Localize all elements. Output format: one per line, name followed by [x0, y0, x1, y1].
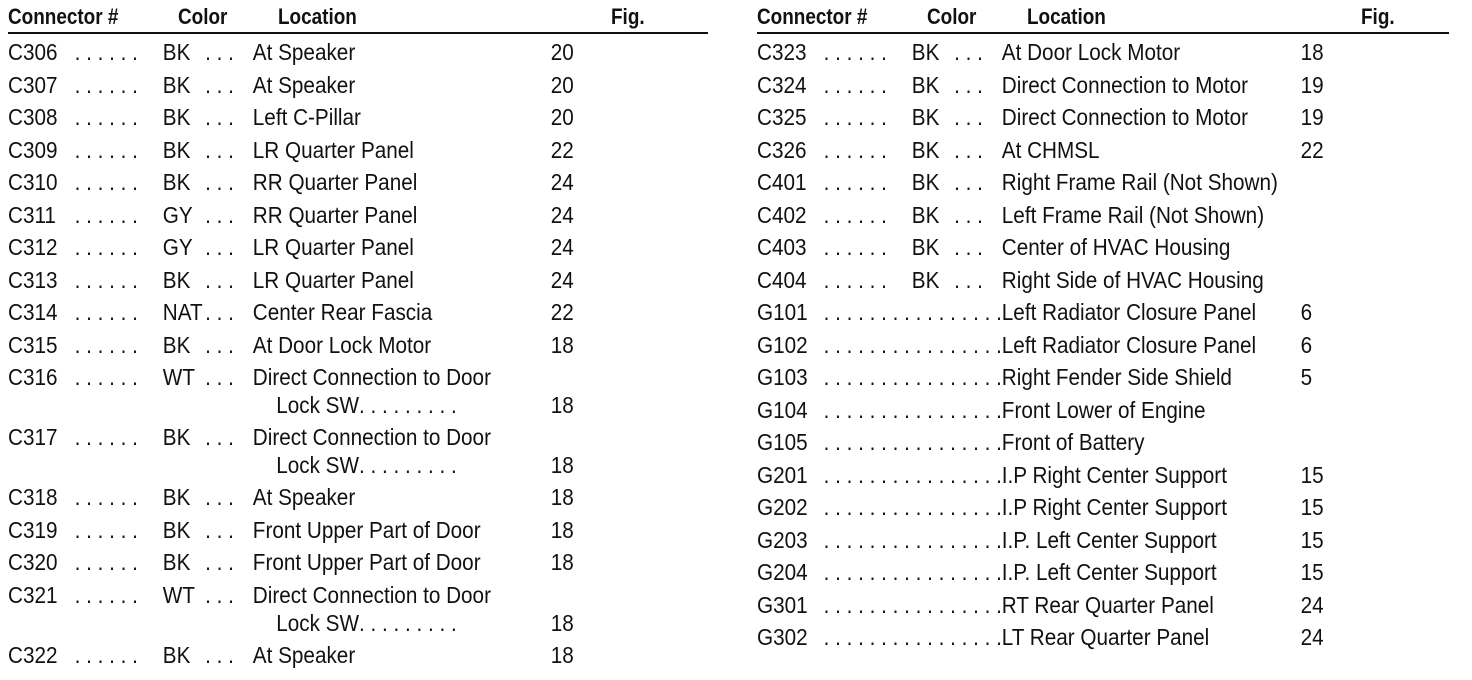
leader-dots: . . . . . .	[823, 136, 887, 163]
table-row	[757, 554, 1380, 587]
leader-dots: . . .	[205, 424, 234, 450]
connector-location: Left C-Pillar	[252, 104, 361, 130]
table-row	[8, 419, 638, 479]
connector-fig: 22	[1300, 136, 1324, 163]
connector-id: C319	[8, 516, 58, 543]
leader-dots: . . . . . .	[823, 201, 887, 228]
connector-id: C404	[757, 266, 807, 293]
leader-dots: . . . . . .	[74, 641, 138, 668]
connector-color: NAT	[162, 299, 203, 325]
connector-fig: 20	[550, 104, 574, 130]
connector-id: C323	[757, 39, 807, 65]
connector-location: Direct Connection to Door	[252, 364, 491, 390]
connector-id: C401	[757, 169, 807, 195]
connector-color: BK	[911, 266, 940, 293]
connector-color: BK	[911, 39, 940, 65]
table-row	[757, 522, 1380, 555]
leader-dots: . . .	[954, 201, 983, 228]
connector-location: Right Frame Rail (Not Shown)	[1001, 169, 1278, 195]
leader-dots: . . .	[205, 484, 234, 510]
connector-id: C326	[757, 136, 807, 163]
leader-dots: . . . . . .	[74, 549, 138, 575]
table-row	[8, 544, 638, 577]
table-row	[8, 577, 638, 637]
leader-dots: . . . . . . . . . . . . . . . .	[823, 591, 1002, 618]
table-row	[757, 132, 1380, 165]
leader-dots: . . . . . .	[74, 169, 138, 195]
connector-location: LR Quarter Panel	[252, 266, 414, 293]
leader-dots: . . .	[205, 71, 234, 98]
connector-id: G104	[757, 396, 808, 423]
connector-fig: 19	[1300, 104, 1324, 130]
connector-fig: 18	[550, 516, 574, 543]
table-row	[757, 424, 1380, 457]
connector-id: G202	[757, 494, 808, 520]
connector-location: Right Fender Side Shield	[1001, 364, 1232, 390]
connector-color: BK	[911, 169, 940, 195]
connector-color: BK	[911, 136, 940, 163]
leader-dots: . . . . . .	[74, 71, 138, 98]
connector-location: RT Rear Quarter Panel	[1001, 591, 1214, 618]
connector-id: C321	[8, 581, 58, 608]
connector-color: BK	[162, 516, 191, 543]
connector-color: BK	[911, 234, 940, 260]
connector-id: C317	[8, 424, 58, 450]
connector-id: C313	[8, 266, 58, 293]
connector-location: Left Radiator Closure Panel	[1001, 299, 1257, 325]
connector-location: Direct Connection to Door	[252, 424, 491, 450]
header-color: Color	[927, 4, 977, 29]
table-row	[757, 619, 1380, 652]
table-row	[8, 132, 638, 165]
left-table-header	[8, 0, 708, 34]
leader-dots: . . . . . .	[823, 71, 887, 98]
connector-id: C318	[8, 484, 58, 510]
header-location: Location	[1027, 4, 1106, 29]
connector-location-cont: Lock SW	[276, 392, 360, 418]
connector-location: At Speaker	[252, 39, 356, 65]
table-row	[8, 197, 638, 230]
leader-dots: . . . . . .	[74, 516, 138, 543]
connector-color: BK	[911, 104, 940, 130]
table-row	[8, 229, 638, 262]
connector-id: C402	[757, 201, 807, 228]
leader-dots: . . .	[954, 234, 983, 260]
leader-dots: . . . . . . . . . . . . . . . .	[823, 494, 1002, 520]
left-table-body	[8, 34, 708, 669]
leader-dots: . . .	[205, 104, 234, 130]
connector-location: Front Upper Part of Door	[252, 516, 481, 543]
leader-dots: . . . . . .	[74, 484, 138, 510]
connector-location: I.P Right Center Support	[1001, 461, 1227, 488]
connector-location: I.P Right Center Support	[1001, 494, 1227, 520]
leader-dots: . . .	[954, 266, 983, 293]
table-row	[757, 392, 1380, 425]
connector-color: BK	[162, 549, 191, 575]
connector-fig: 15	[1300, 494, 1324, 520]
connector-color: BK	[162, 169, 191, 195]
leader-dots: . . . . . .	[823, 104, 887, 130]
leader-dots: . . . . . . . . .	[359, 392, 457, 418]
table-row	[757, 164, 1380, 197]
connector-id: C315	[8, 331, 58, 358]
connector-id: G204	[757, 559, 808, 585]
connector-id: G103	[757, 364, 808, 390]
leader-dots: . . . . . . . . . . . . . . . .	[823, 624, 1002, 650]
table-row	[8, 99, 638, 132]
leader-dots: . . . . . .	[74, 364, 138, 390]
leader-dots: . . .	[205, 641, 234, 668]
connector-location: At CHMSL	[1001, 136, 1100, 163]
leader-dots: . . . . . .	[74, 331, 138, 358]
leader-dots: . . . . . . . . .	[359, 452, 457, 478]
connector-fig: 6	[1300, 299, 1313, 325]
leader-dots: . . . . . . . . . . . . . . . .	[823, 364, 1002, 390]
leader-dots: . . . . . .	[74, 201, 138, 228]
connector-id: C306	[8, 39, 58, 65]
table-row	[757, 327, 1380, 360]
connector-fig: 24	[550, 169, 574, 195]
leader-dots: . . . . . .	[74, 136, 138, 163]
connector-fig: 24	[1300, 624, 1324, 650]
connector-location: RR Quarter Panel	[252, 169, 418, 195]
leader-dots: . . . . . . . . .	[359, 609, 457, 636]
connector-location: Front Upper Part of Door	[252, 549, 481, 575]
right-table-header	[757, 0, 1449, 34]
header-fig: Fig.	[611, 4, 645, 29]
connector-id: C316	[8, 364, 58, 390]
connector-fig: 19	[1300, 71, 1324, 98]
connector-id: G301	[757, 591, 808, 618]
leader-dots: . . .	[954, 104, 983, 130]
leader-dots: . . . . . .	[74, 424, 138, 450]
leader-dots: . . .	[205, 201, 234, 228]
connector-color: BK	[162, 71, 191, 98]
header-connector: Connector #	[8, 4, 119, 29]
connector-id: C325	[757, 104, 807, 130]
connector-color: BK	[162, 641, 191, 668]
leader-dots: . . . . . .	[74, 234, 138, 260]
table-row	[8, 512, 638, 545]
connector-color: BK	[162, 104, 191, 130]
leader-dots: . . .	[954, 136, 983, 163]
connector-fig: 22	[550, 136, 574, 163]
connector-location: Right Side of HVAC Housing	[1001, 266, 1264, 293]
leader-dots: . . . . . .	[74, 299, 138, 325]
connector-fig: 18	[550, 609, 574, 636]
connector-color: BK	[162, 39, 191, 65]
table-row	[8, 164, 638, 197]
leader-dots: . . . . . . . . . . . . . . . .	[823, 526, 1002, 553]
connector-id: C314	[8, 299, 58, 325]
connector-color: GY	[162, 201, 193, 228]
connector-fig: 18	[550, 452, 574, 478]
connector-location: Left Frame Rail (Not Shown)	[1001, 201, 1265, 228]
connector-location: I.P. Left Center Support	[1001, 559, 1217, 585]
connector-location: Center of HVAC Housing	[1001, 234, 1231, 260]
connector-fig: 24	[550, 234, 574, 260]
connector-id: G302	[757, 624, 808, 650]
header-connector: Connector #	[757, 4, 868, 29]
connector-location: I.P. Left Center Support	[1001, 526, 1217, 553]
table-row	[757, 294, 1380, 327]
header-fig: Fig.	[1361, 4, 1395, 29]
connector-color: BK	[162, 484, 191, 510]
connector-id: G105	[757, 429, 808, 455]
table-row	[8, 637, 638, 670]
connector-fig: 18	[550, 392, 574, 418]
leader-dots: . . . . . . . . . . . . . . . .	[823, 331, 1002, 358]
header-location: Location	[278, 4, 357, 29]
connector-color: BK	[162, 331, 191, 358]
connector-fig: 15	[1300, 461, 1324, 488]
connector-color: GY	[162, 234, 193, 260]
connector-color: BK	[162, 136, 191, 163]
connector-fig: 22	[550, 299, 574, 325]
connector-id: C310	[8, 169, 58, 195]
table-row	[757, 457, 1380, 490]
leader-dots: . . . . . . . . . . . . . . . .	[823, 461, 1002, 488]
header-color: Color	[178, 4, 228, 29]
connector-location-cont: Lock SW	[276, 609, 360, 636]
connector-fig: 15	[1300, 526, 1324, 553]
leader-dots: . . . . . . . . . . . . . . . .	[823, 396, 1002, 423]
connector-color: BK	[162, 266, 191, 293]
leader-dots: . . . . . . . . . . . . . . . .	[823, 429, 1002, 455]
table-row	[8, 359, 638, 419]
connector-location: Front of Battery	[1001, 429, 1145, 455]
connector-color: WT	[162, 364, 195, 390]
right-connector-table	[757, 0, 1449, 652]
leader-dots: . . . . . .	[74, 104, 138, 130]
connector-fig: 18	[550, 331, 574, 358]
connector-id: G101	[757, 299, 808, 325]
leader-dots: . . .	[205, 581, 234, 608]
leader-dots: . . .	[205, 549, 234, 575]
connector-id: C324	[757, 71, 807, 98]
connector-fig: 18	[550, 484, 574, 510]
connector-location: At Speaker	[252, 71, 356, 98]
table-row	[757, 34, 1380, 67]
connector-location: At Speaker	[252, 484, 356, 510]
leader-dots: . . .	[205, 299, 234, 325]
connector-location: Left Radiator Closure Panel	[1001, 331, 1257, 358]
leader-dots: . . .	[205, 234, 234, 260]
connector-fig: 18	[550, 549, 574, 575]
connector-id: C309	[8, 136, 58, 163]
connector-location: LT Rear Quarter Panel	[1001, 624, 1210, 650]
connector-fig: 6	[1300, 331, 1313, 358]
connector-color: WT	[162, 581, 195, 608]
table-row	[757, 99, 1380, 132]
leader-dots: . . . . . .	[823, 39, 887, 65]
table-row	[8, 479, 638, 512]
leader-dots: . . .	[205, 136, 234, 163]
table-row	[8, 294, 638, 327]
table-row	[757, 489, 1380, 522]
connector-fig: 24	[550, 266, 574, 293]
connector-id: G201	[757, 461, 808, 488]
leader-dots: . . .	[205, 364, 234, 390]
table-row	[757, 587, 1380, 620]
leader-dots: . . . . . . . . . . . . . . . .	[823, 299, 1002, 325]
connector-id: C322	[8, 641, 58, 668]
connector-id: G102	[757, 331, 808, 358]
leader-dots: . . . . . . . . . . . . . . . .	[823, 559, 1002, 585]
table-row	[8, 262, 638, 295]
connector-fig: 18	[1300, 39, 1324, 65]
leader-dots: . . .	[205, 516, 234, 543]
connector-location: Direct Connection to Motor	[1001, 71, 1249, 98]
connector-location: LR Quarter Panel	[252, 234, 414, 260]
table-row	[757, 262, 1380, 295]
connector-location: At Door Lock Motor	[252, 331, 432, 358]
left-connector-table	[8, 0, 708, 669]
connector-location: At Speaker	[252, 641, 356, 668]
leader-dots: . . .	[205, 266, 234, 293]
leader-dots: . . .	[205, 169, 234, 195]
table-row	[757, 67, 1380, 100]
right-table-body	[757, 34, 1449, 652]
table-row	[8, 67, 638, 100]
connector-location: Center Rear Fascia	[252, 299, 433, 325]
leader-dots: . . .	[205, 331, 234, 358]
connector-id: C311	[8, 201, 56, 228]
connector-id: G203	[757, 526, 808, 553]
connector-fig: 24	[550, 201, 574, 228]
leader-dots: . . . . . .	[823, 169, 887, 195]
connector-id: C308	[8, 104, 58, 130]
leader-dots: . . . . . .	[74, 266, 138, 293]
connector-location: Direct Connection to Motor	[1001, 104, 1249, 130]
leader-dots: . . . . . .	[823, 266, 887, 293]
connector-fig: 20	[550, 39, 574, 65]
connector-id: C320	[8, 549, 58, 575]
connector-location: RR Quarter Panel	[252, 201, 418, 228]
table-row	[757, 359, 1380, 392]
connector-fig: 15	[1300, 559, 1324, 585]
leader-dots: . . .	[205, 39, 234, 65]
connector-color: BK	[911, 71, 940, 98]
leader-dots: . . . . . .	[823, 234, 887, 260]
connector-fig: 24	[1300, 591, 1324, 618]
table-row	[757, 197, 1380, 230]
connector-location: LR Quarter Panel	[252, 136, 414, 163]
connector-id: C312	[8, 234, 58, 260]
leader-dots: . . .	[954, 39, 983, 65]
connector-id: C307	[8, 71, 58, 98]
leader-dots: . . .	[954, 169, 983, 195]
connector-fig: 18	[550, 641, 574, 668]
connector-fig: 20	[550, 71, 574, 98]
leader-dots: . . . . . .	[74, 581, 138, 608]
table-row	[8, 34, 638, 67]
connector-location: At Door Lock Motor	[1001, 39, 1181, 65]
leader-dots: . . .	[954, 71, 983, 98]
table-row	[757, 229, 1380, 262]
leader-dots: . . . . . .	[74, 39, 138, 65]
table-row	[8, 327, 638, 360]
connector-fig: 5	[1300, 364, 1313, 390]
connector-location: Direct Connection to Door	[252, 581, 491, 608]
connector-color: BK	[911, 201, 940, 228]
connector-id: C403	[757, 234, 807, 260]
connector-location-cont: Lock SW	[276, 452, 360, 478]
connector-location: Front Lower of Engine	[1001, 396, 1206, 423]
connector-color: BK	[162, 424, 191, 450]
